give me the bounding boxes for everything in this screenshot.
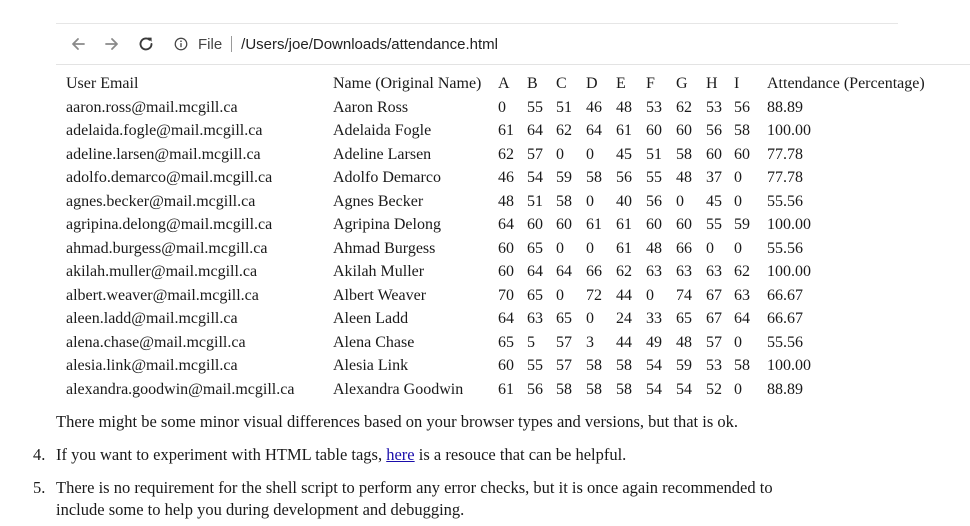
table-header-cell: H	[706, 75, 718, 92]
omnibox-separator	[231, 36, 232, 52]
table-cell: 64	[498, 216, 514, 233]
table-cell: 65	[527, 286, 543, 304]
table-cell: 58	[734, 357, 750, 374]
table-cell: 60	[646, 122, 662, 139]
browser-toolbar	[56, 24, 970, 65]
table-cell: adelaida.fogle@mail.mcgill.ca	[66, 122, 263, 139]
table-cell: 65	[498, 333, 514, 351]
table-cell: 0	[734, 239, 742, 257]
table-cell: 64	[527, 122, 543, 139]
table-cell: 45	[616, 145, 632, 163]
table-cell: 61	[616, 122, 632, 139]
table-cell: 56	[706, 122, 722, 139]
table-cell: 0	[556, 286, 564, 304]
item4-text-before: If you want to experiment with HTML table tags,	[56, 445, 387, 464]
table-header-cell: D	[586, 75, 598, 92]
table-cell: 0	[556, 239, 564, 257]
url-text[interactable]: /Users/joe/Downloads/attendance.html	[241, 35, 498, 53]
table-cell: 60	[646, 216, 662, 233]
table-cell: 100.00	[767, 357, 811, 374]
item4-text-after: is a resouce that can be helpful.	[414, 445, 627, 464]
table-cell: 64	[734, 310, 750, 327]
table-cell: 72	[586, 286, 602, 304]
table-cell: 58	[556, 192, 572, 210]
table-cell: 24	[616, 310, 632, 327]
table-cell: 54	[527, 169, 543, 186]
table-cell: 58	[734, 122, 750, 139]
table-cell: 44	[616, 286, 632, 304]
table-cell: 56	[646, 192, 662, 210]
table-cell: Ahmad Burgess	[333, 239, 436, 257]
table-cell: 54	[646, 357, 662, 374]
table-cell: 53	[706, 98, 722, 116]
table-cell: 60	[556, 216, 572, 233]
table-cell: 33	[646, 310, 662, 327]
table-cell: 60	[498, 239, 514, 257]
table-cell: 58	[676, 145, 692, 163]
table-header-cell: C	[556, 75, 567, 92]
table-cell: Adolfo Demarco	[333, 169, 441, 186]
table-cell: agripina.delong@mail.mcgill.ca	[66, 216, 273, 233]
back-button[interactable]	[66, 32, 90, 56]
table-cell: 67	[706, 310, 722, 327]
table-cell: 46	[586, 98, 602, 116]
table-cell: 100.00	[767, 263, 811, 280]
table-cell: 62	[676, 98, 692, 116]
table-cell: 49	[646, 333, 662, 351]
table-cell: 55	[527, 357, 543, 374]
table-cell: 48	[498, 192, 514, 210]
table-cell: 54	[676, 380, 692, 398]
table-cell: 0	[676, 192, 684, 210]
table-cell: 61	[586, 216, 602, 233]
table-cell: adolfo.demarco@mail.mcgill.ca	[66, 169, 273, 186]
table-header-cell: User Email	[66, 75, 139, 92]
table-cell: Alena Chase	[333, 333, 415, 351]
forward-button[interactable]	[100, 32, 124, 56]
table-cell: 88.89	[767, 98, 803, 116]
table-cell: 58	[586, 169, 602, 186]
table-cell: 0	[586, 145, 594, 163]
table-cell: albert.weaver@mail.mcgill.ca	[66, 286, 259, 304]
table-cell: 62	[734, 263, 750, 280]
address-bar[interactable]	[174, 32, 498, 56]
table-cell: Akilah Muller	[333, 263, 425, 280]
list-number-4: 4.	[33, 445, 46, 464]
table-cell: 48	[646, 239, 662, 257]
table-cell: 3	[586, 333, 594, 351]
table-cell: 55.56	[767, 333, 803, 351]
table-cell: 88.89	[767, 380, 803, 398]
table-cell: 77.78	[767, 169, 803, 186]
table-cell: 64	[586, 122, 602, 139]
reload-icon	[137, 35, 155, 53]
table-cell: Albert Weaver	[333, 286, 427, 304]
table-cell: 56	[616, 169, 632, 186]
table-header-cell: Attendance (Percentage)	[767, 75, 925, 92]
table-cell: 60	[676, 216, 692, 233]
table-cell: 5	[527, 333, 535, 351]
table-header-cell: F	[646, 75, 655, 92]
table-cell: 60	[498, 357, 514, 374]
table-header-cell: G	[676, 75, 688, 92]
table-cell: 63	[734, 286, 750, 304]
table-cell: Agnes Becker	[333, 192, 424, 210]
table-cell: Adelaida Fogle	[333, 122, 432, 139]
table-cell: 63	[706, 263, 722, 280]
table-cell: 64	[556, 263, 572, 280]
list-item-5-line-2: include some to help you during development and debugging.	[56, 500, 465, 519]
list-number-5: 5.	[33, 478, 46, 497]
table-cell: Alexandra Goodwin	[333, 380, 464, 398]
table-cell: 66.67	[767, 310, 803, 327]
table-cell: 51	[646, 145, 662, 163]
table-cell: 58	[586, 357, 602, 374]
table-cell: 59	[734, 216, 750, 233]
table-cell: 0	[586, 239, 594, 257]
table-cell: 59	[676, 357, 692, 374]
table-cell: 37	[706, 169, 722, 186]
table-cell: 0	[734, 169, 742, 186]
table-cell: 0	[734, 333, 742, 351]
table-cell: 58	[616, 357, 632, 374]
table-cell: 57	[527, 145, 543, 163]
forward-arrow-icon	[103, 35, 121, 53]
table-cell: 40	[616, 192, 632, 210]
table-header-cell: B	[527, 75, 538, 92]
table-cell: 62	[498, 145, 514, 163]
table-cell: 62	[556, 122, 572, 139]
table-cell: 53	[646, 98, 662, 116]
table-cell: 54	[646, 380, 662, 398]
table-cell: 55	[706, 216, 722, 233]
table-cell: 65	[527, 239, 543, 257]
table-cell: 63	[676, 263, 692, 280]
table-cell: alexandra.goodwin@mail.mcgill.ca	[66, 380, 295, 398]
table-cell: 77.78	[767, 145, 803, 163]
table-cell: Alesia Link	[333, 357, 409, 374]
table-cell: 57	[556, 333, 572, 351]
table-cell: 48	[676, 169, 692, 186]
table-cell: Adeline Larsen	[333, 145, 432, 163]
table-cell: 67	[706, 286, 722, 304]
table-cell: 74	[676, 286, 692, 304]
table-cell: 63	[527, 310, 543, 327]
table-cell: Aaron Ross	[333, 98, 409, 116]
table-header-cell: E	[616, 75, 626, 92]
table-cell: 61	[498, 122, 514, 139]
table-cell: 52	[706, 380, 722, 398]
table-cell: 0	[646, 286, 654, 304]
table-cell: alesia.link@mail.mcgill.ca	[66, 357, 238, 374]
table-cell: 100.00	[767, 122, 811, 139]
table-cell: 0	[498, 98, 506, 116]
table-cell: 66.67	[767, 286, 803, 304]
table-cell: ahmad.burgess@mail.mcgill.ca	[66, 239, 268, 257]
table-header-cell: Name (Original Name)	[333, 75, 482, 92]
table-cell: 55.56	[767, 239, 803, 257]
list-item-4	[56, 444, 626, 466]
table-cell: 66	[586, 263, 602, 280]
back-arrow-icon	[69, 35, 87, 53]
table-cell: 64	[498, 310, 514, 327]
table-cell: 0	[586, 310, 594, 327]
info-icon[interactable]	[174, 37, 188, 51]
table-cell: akilah.muller@mail.mcgill.ca	[66, 263, 258, 280]
table-cell: 63	[646, 263, 662, 280]
table-cell: 58	[616, 380, 632, 398]
table-cell: agnes.becker@mail.mcgill.ca	[66, 192, 256, 210]
table-cell: aleen.ladd@mail.mcgill.ca	[66, 310, 238, 327]
table-cell: 60	[527, 216, 543, 233]
table-cell: 65	[556, 310, 572, 327]
file-label: File	[198, 35, 223, 53]
table-cell: Agripina Delong	[333, 216, 441, 233]
table-cell: 61	[498, 380, 514, 398]
table-cell: aaron.ross@mail.mcgill.ca	[66, 98, 238, 116]
table-cell: 44	[616, 333, 632, 351]
table-cell: 51	[556, 98, 572, 116]
table-cell: 58	[556, 380, 572, 398]
table-cell: 60	[734, 145, 750, 163]
table-cell: 55	[646, 169, 662, 186]
table-cell: 70	[498, 286, 514, 304]
table-cell: 53	[706, 357, 722, 374]
table-cell: 45	[706, 192, 722, 210]
table-header-cell: I	[734, 75, 740, 92]
reload-button[interactable]	[134, 32, 158, 56]
table-cell: 58	[586, 380, 602, 398]
table-cell: 66	[676, 239, 692, 257]
browser-note: There might be some minor visual differences based on your browser types and versions, but that is ok.	[56, 412, 739, 431]
table-cell: 56	[527, 380, 543, 398]
table-cell: 61	[616, 216, 632, 233]
table-cell: 51	[527, 192, 543, 210]
table-cell: 48	[616, 98, 632, 116]
table-cell: 0	[586, 192, 594, 210]
table-cell: 55.56	[767, 192, 803, 210]
table-cell: 0	[734, 192, 742, 210]
table-cell: 46	[498, 169, 514, 186]
table-cell: 48	[676, 333, 692, 351]
table-cell: 0	[556, 145, 564, 163]
list-item-5-line-1: There is no requirement for the shell script to perform any error checks, but it is once again recommended to	[56, 478, 773, 497]
table-cell: alena.chase@mail.mcgill.ca	[66, 333, 246, 351]
table-cell: 0	[734, 380, 742, 398]
table-cell: 100.00	[767, 216, 811, 233]
here-link[interactable]: here	[386, 445, 415, 464]
table-cell: adeline.larsen@mail.mcgill.ca	[66, 145, 261, 163]
table-cell: 56	[734, 98, 750, 116]
table-cell: Aleen Ladd	[333, 310, 409, 327]
table-cell: 61	[616, 239, 632, 257]
table-cell: 59	[556, 169, 572, 186]
table-cell: 60	[706, 145, 722, 163]
table-cell: 64	[527, 263, 543, 280]
table-cell: 65	[676, 310, 692, 327]
table-cell: 62	[616, 263, 632, 280]
table-cell: 57	[706, 333, 722, 351]
table-cell: 60	[498, 263, 514, 280]
table-cell: 57	[556, 357, 572, 374]
table-cell: 0	[706, 239, 714, 257]
table-header-cell: A	[498, 75, 510, 92]
table-cell: 60	[676, 122, 692, 139]
table-cell: 55	[527, 98, 543, 116]
